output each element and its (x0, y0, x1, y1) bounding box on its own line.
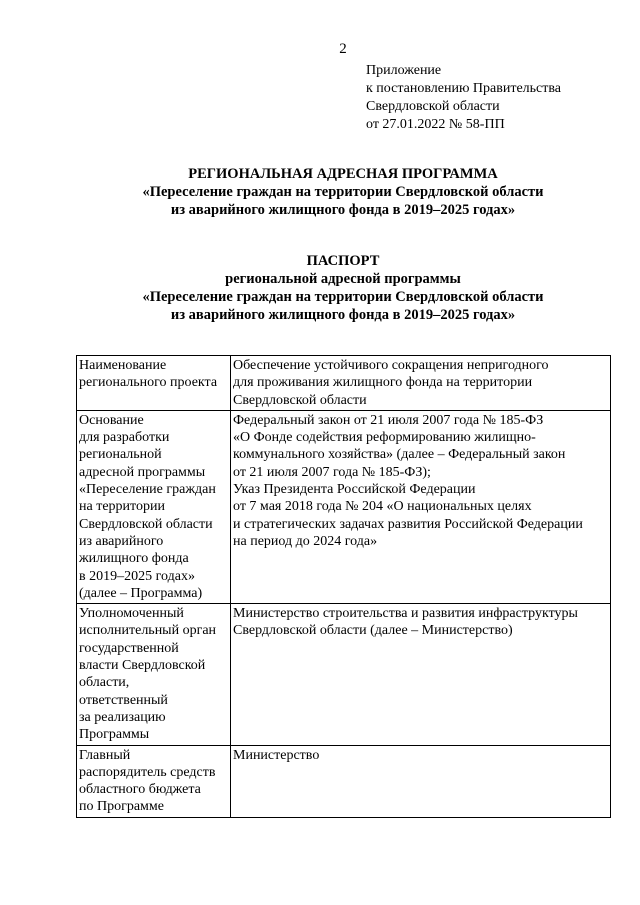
appendix-line: Свердловской области (366, 99, 500, 114)
appendix-line: Приложение (366, 63, 442, 78)
appendix-line: к постановлению Правительства (366, 81, 562, 96)
label-line: за реализацию (79, 709, 166, 725)
row-value-cell (231, 745, 611, 817)
passport-title-line: ПАСПОРТ (306, 253, 380, 269)
appendix-block (366, 62, 561, 134)
label-line: Главный (79, 747, 131, 763)
value-line: Свердловской области (233, 392, 367, 408)
label-line: по Программе (79, 799, 164, 815)
value-line: Министерство (233, 747, 320, 763)
program-title-line: из аварийного жилищного фонда в 2019–2025 годах» (170, 202, 516, 218)
label-line: из аварийного (79, 533, 164, 549)
label-line: жилищного фонда (79, 551, 189, 567)
label-line: области, (79, 675, 130, 691)
label-line: региональной (79, 447, 162, 463)
row-label-cell (77, 356, 231, 411)
program-title-line: РЕГИОНАЛЬНАЯ АДРЕСНАЯ ПРОГРАММА (188, 166, 498, 182)
program-title-line: «Переселение граждан на территории Свердловской области (142, 184, 544, 200)
label-line: на территории (79, 499, 165, 515)
value-line: Федеральный закон от 21 июля 2007 года № 185-ФЗ (233, 412, 544, 428)
program-title (0, 165, 640, 219)
label-line: государственной (79, 640, 179, 656)
label-line: в 2019–2025 годах» (79, 568, 195, 584)
value-line: для проживания жилищного фонда на территории (233, 375, 533, 391)
label-line: областного бюджета (79, 782, 201, 798)
passport-title-line: региональной адресной программы (225, 271, 461, 287)
table-row (77, 356, 611, 411)
label-line: власти Свердловской (79, 658, 206, 674)
row-label-cell (77, 410, 231, 603)
label-line: (далее – Программа) (79, 585, 203, 601)
passport-table (76, 355, 611, 818)
label-line: регионального проекта (79, 375, 218, 391)
value-line: Министерство строительства и развития инфраструктуры (233, 606, 578, 622)
passport-title (0, 252, 640, 324)
row-value-cell (231, 604, 611, 745)
value-line: на период до 2024 года» (233, 533, 378, 549)
passport-title-line: «Переселение граждан на территории Свердловской области (142, 289, 544, 305)
value-line: «О Фонде содействия реформированию жилищно- (233, 430, 536, 446)
label-line: ответственный (79, 692, 168, 708)
row-label-cell (77, 604, 231, 745)
row-value-cell (231, 410, 611, 603)
row-label-cell (77, 745, 231, 817)
value-line: Свердловской области (далее – Министерство) (233, 623, 513, 639)
label-line: Уполномоченный (79, 606, 184, 622)
row-value-cell (231, 356, 611, 411)
passport-title-line: из аварийного жилищного фонда в 2019–2025 годах» (170, 307, 516, 323)
value-line: коммунального хозяйства» (далее – Федеральный закон (233, 447, 566, 463)
label-line: Основание (79, 412, 144, 428)
value-line: и стратегических задачах развития Российской Федерации (233, 516, 583, 532)
value-line: от 21 июля 2007 года № 185-ФЗ); (233, 464, 431, 480)
label-line: Свердловской области (79, 516, 213, 532)
label-line: распорядитель средств (79, 764, 216, 780)
value-line: Обеспечение устойчивого сокращения непригодного (233, 358, 549, 373)
appendix-line: от 27.01.2022 № 58-ПП (366, 117, 505, 132)
label-line: Программы (79, 727, 150, 743)
label-line: для разработки (79, 430, 170, 446)
value-line: Указ Президента Российской Федерации (233, 482, 476, 498)
value-line: от 7 мая 2018 года № 204 «О национальных целях (233, 499, 532, 515)
table-row (77, 745, 611, 817)
table-row (77, 604, 611, 745)
label-line: адресной программы (79, 464, 206, 480)
label-line: исполнительный орган (79, 623, 217, 639)
table-row (77, 410, 611, 603)
page-number: 2 (339, 41, 347, 57)
label-line: «Переселение граждан (79, 482, 216, 498)
label-line: Наименование (79, 358, 167, 373)
